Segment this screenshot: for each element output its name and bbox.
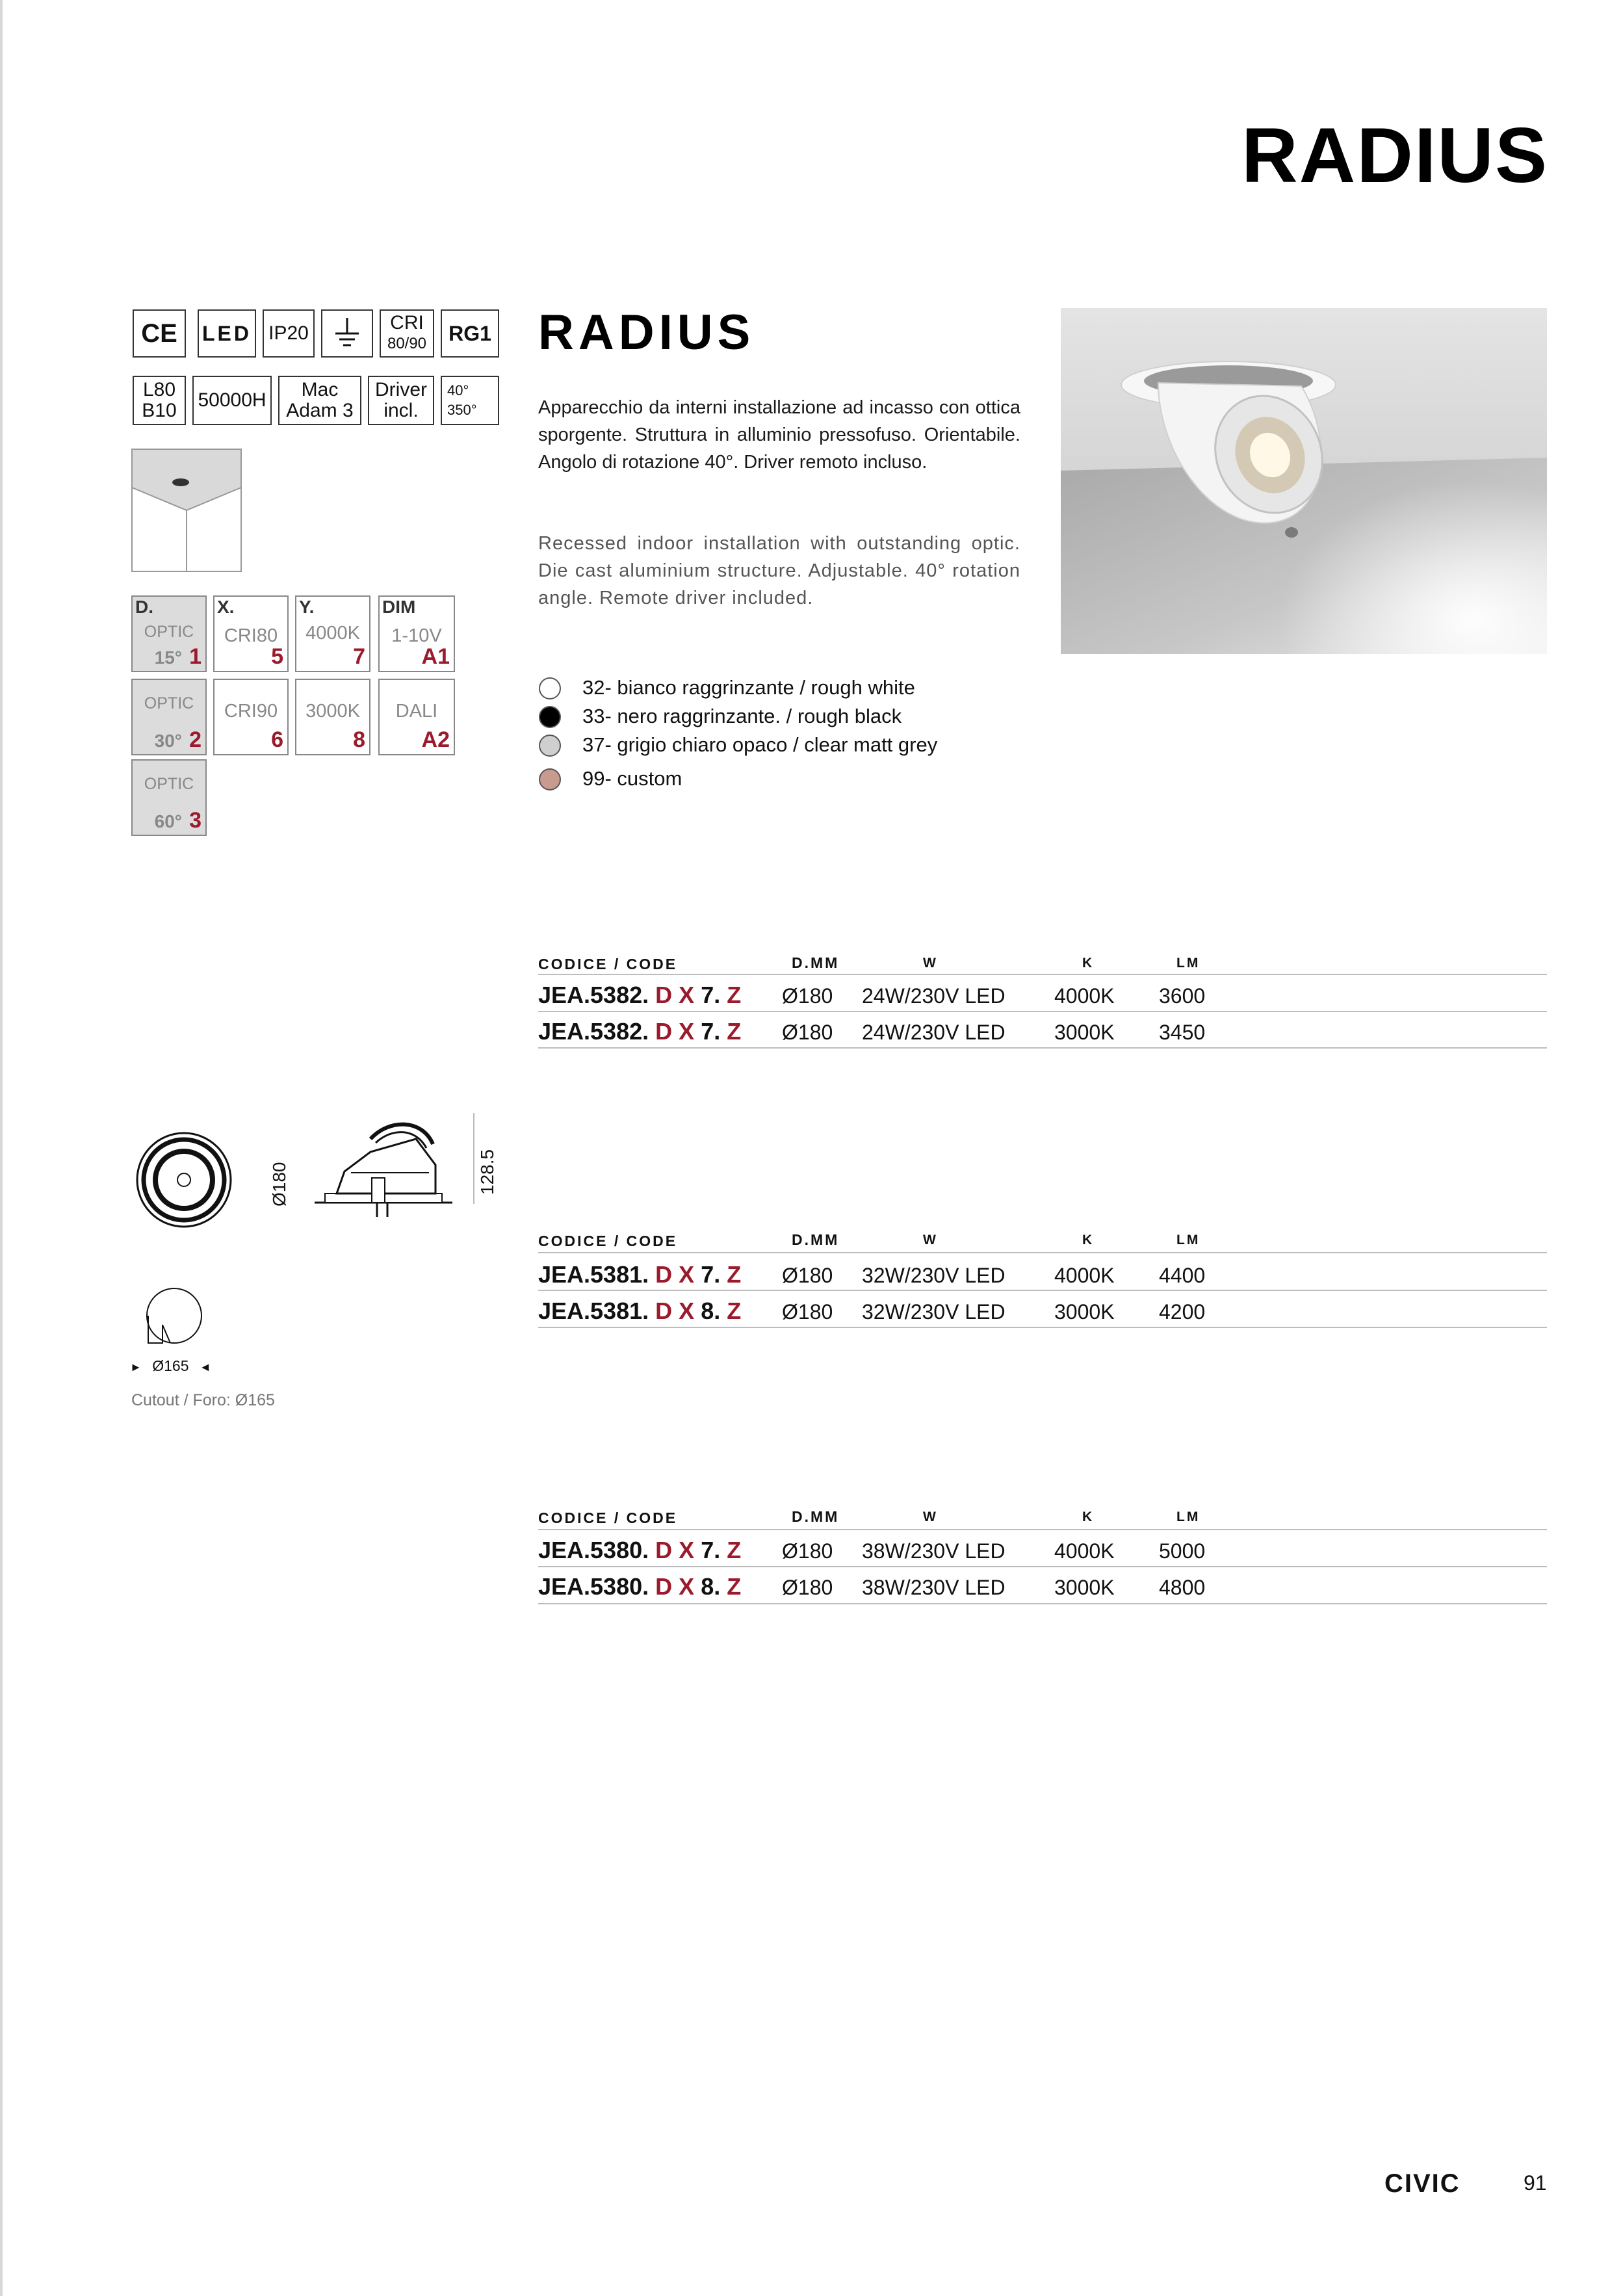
cutout-dimension [130,1357,211,1375]
side-view-drawing [312,1113,455,1220]
product-title: RADIUS [538,305,755,360]
finish-swatch-grey [539,735,561,757]
cct-label: 3000K [305,701,360,722]
macadam-badge [278,376,361,425]
optic-label: OPTIC [144,694,194,712]
driver-badge [368,376,434,425]
diameter-header: D.MM [792,1231,840,1248]
optic-degree: 30° [154,731,182,751]
diameter-header: D.MM [792,954,840,971]
lumen-cell: 3450 [1159,1021,1206,1044]
watt-cell: 38W/230V LED [862,1576,1006,1599]
finish-swatch-white [539,677,561,699]
macadam-top: Mac [301,379,339,400]
cri-option-80 [213,595,289,672]
lumen-cell: 5000 [1159,1539,1206,1563]
diameter-cell: Ø180 [782,1539,833,1563]
optic-option-30 [131,679,207,755]
lumen-header: LM [1176,956,1201,971]
table-rule [538,1603,1547,1604]
code-header: CODICE / CODE [538,956,678,972]
height-dimension-label: 128.5 [477,1149,497,1195]
watt-header: W [923,1509,938,1524]
product-code: JEA.5382. D X 7. Z [538,1018,742,1045]
lumen-header: LM [1176,1233,1201,1247]
watt-cell: 32W/230V LED [862,1300,1006,1324]
cri-badge-bottom: 80/90 [387,335,427,352]
product-code: JEA.5380. D X 7. Z [538,1537,742,1563]
dim-code: A1 [421,644,450,669]
hours-badge: 50000H [192,376,272,425]
table-rule [538,1529,1547,1530]
optic-code: 2 [189,727,201,752]
kelvin-cell: 3000K [1054,1576,1115,1599]
col-dim-header: DIM [382,597,416,617]
led-badge: LED [198,309,256,358]
cutout-dimension-label: Ø165 [152,1357,189,1374]
kelvin-cell: 3000K [1054,1300,1115,1324]
code-header: CODICE / CODE [538,1233,678,1249]
rotation-top: 40° [447,382,469,398]
cri-code: 5 [271,644,283,669]
diameter-dimension [269,1144,291,1209]
product-photo [1061,308,1547,654]
dim-option-dali [378,679,455,755]
diameter-cell: Ø180 [782,1264,833,1287]
dim-label: DALI [395,701,438,722]
rg-badge: RG1 [441,309,499,358]
watt-cell: 24W/230V LED [862,1021,1006,1044]
cct-label: 4000K [305,623,360,644]
optic-label: OPTIC [144,775,194,793]
page-edge-rule [0,0,3,2296]
kelvin-cell: 4000K [1054,984,1115,1008]
finish-label-grey: 37- grigio chiaro opaco / clear matt grey [582,733,938,756]
finish-swatch-black [539,706,561,728]
watt-cell: 24W/230V LED [862,984,1006,1008]
kelvin-header: K [1082,1509,1095,1524]
lifetime-bottom: B10 [142,400,177,421]
page-number: 91 [1524,2171,1547,2195]
description-english: Recessed indoor installation with outstanding optic. Die cast aluminium structure. Adjustable. 40° rotation angle. Remote driver included. [538,533,1020,608]
lumen-cell: 3600 [1159,984,1206,1008]
table-rule [538,974,1547,975]
col-d-header: D. [135,597,153,617]
watt-header: W [923,1233,938,1247]
diameter-cell: Ø180 [782,1300,833,1324]
optic-label: OPTIC [144,623,194,641]
kelvin-header: K [1082,1233,1095,1247]
brand-logo: CIVIC [1384,2169,1461,2198]
product-code: JEA.5380. D X 8. Z [538,1573,742,1600]
lumen-cell: 4200 [1159,1300,1206,1324]
table-rule [538,1327,1547,1328]
lumen-cell: 4800 [1159,1576,1206,1599]
description-italian: Apparecchio da interni installazione ad incasso con ottica sporgente. Struttura in alluminio pressofuso. Orientabile. Angolo di rotazione 40°. Driver remoto incluso. [538,397,1020,473]
cct-code: 7 [353,644,365,669]
ip-rating-badge: IP20 [263,309,315,358]
kelvin-header: K [1082,956,1095,971]
product-code: JEA.5382. D X 7. Z [538,982,742,1008]
optic-code: 3 [189,808,201,833]
lumen-header: LM [1176,1509,1201,1524]
diameter-header: D.MM [792,1508,840,1525]
ground-icon [321,309,373,358]
cri-option-90 [213,679,289,755]
col-x-header: X. [217,597,235,617]
rotation-bottom: 350° [447,402,477,418]
table-rule [538,1290,1547,1291]
col-y-header: Y. [299,597,315,617]
diameter-cell: Ø180 [782,1021,833,1044]
dim-code: A2 [421,727,450,752]
optic-code: 1 [189,644,201,669]
recessed-installation-icon [131,449,242,572]
driver-bottom: incl. [383,400,419,421]
finish-label-black: 33- nero raggrinzante. / rough black [582,705,902,727]
watt-cell: 32W/230V LED [862,1264,1006,1287]
top-view-drawing [135,1131,233,1229]
height-dimension [473,1113,497,1204]
finish-swatch-custom [539,768,561,790]
diameter-dimension-label: Ø180 [269,1162,289,1207]
code-header: CODICE / CODE [538,1509,678,1526]
lifetime-top: L80 [142,379,176,400]
page-title: RADIUS [1241,112,1548,199]
finish-label-custom: 99- custom [582,767,682,790]
cri-label: CRI90 [224,701,278,722]
kelvin-cell: 4000K [1054,1264,1115,1287]
dim-option-1-10v [378,595,455,672]
cutout-note: Cutout / Foro: Ø165 [131,1391,275,1409]
cutout-drawing [144,1286,203,1347]
cri-badge-top: CRI [390,312,424,333]
product-code: JEA.5381. D X 8. Z [538,1298,742,1324]
diameter-cell: Ø180 [782,1576,833,1599]
optic-degree: 15° [154,647,182,668]
cct-code: 8 [353,727,365,752]
cri-badge [380,309,434,358]
watt-header: W [923,956,938,971]
ce-mark-badge: CE [133,309,186,358]
cri-code: 6 [271,727,283,752]
kelvin-cell: 3000K [1054,1021,1115,1044]
cct-option-4000 [295,595,370,672]
macadam-bottom: Adam 3 [286,400,354,421]
optic-degree: 60° [154,811,182,831]
table-rule [538,1011,1547,1012]
watt-cell: 38W/230V LED [862,1539,1006,1563]
lumen-cell: 4400 [1159,1264,1206,1287]
dim-label: 1-10V [391,625,442,646]
cct-option-3000 [295,679,370,755]
rotation-badge [441,376,499,425]
table-rule [538,1566,1547,1567]
table-rule [538,1047,1547,1049]
optic-option-60 [131,759,207,836]
driver-top: Driver [375,379,427,400]
finish-label-white: 32- bianco raggrinzante / rough white [582,676,915,699]
arrow-left-icon: ◄ [199,1361,211,1374]
product-code: JEA.5381. D X 7. Z [538,1261,742,1288]
optic-option-15 [131,595,207,672]
arrow-right-icon: ► [130,1361,142,1374]
lifetime-badge [133,376,186,425]
table-rule [538,1252,1547,1253]
kelvin-cell: 4000K [1054,1539,1115,1563]
cri-label: CRI80 [224,625,278,646]
diameter-cell: Ø180 [782,984,833,1008]
